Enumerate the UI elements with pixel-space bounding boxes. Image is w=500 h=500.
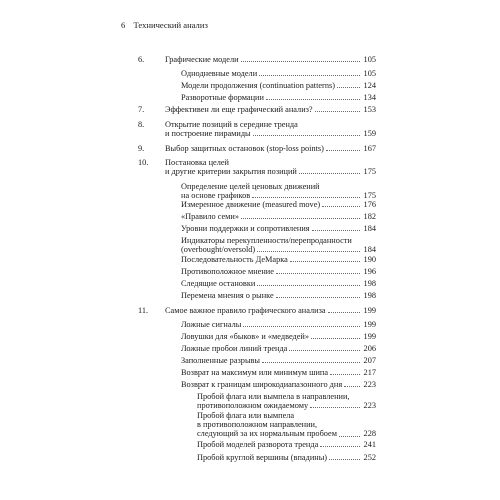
toc-entry-title: Пробой круглой вершины (впадины) bbox=[197, 453, 328, 462]
chapter-number: 6. bbox=[138, 55, 145, 64]
toc-entry-title: «Правило семи» bbox=[181, 212, 239, 221]
page-ref: 105 bbox=[363, 55, 376, 64]
toc-entry-title: Пробой флага или вымпела bbox=[197, 411, 295, 420]
dot-leader bbox=[241, 218, 360, 219]
toc-entry-title-cont: и построение пирамиды bbox=[165, 129, 251, 139]
header-title: Технический анализ bbox=[133, 20, 208, 30]
page-ref: 199 bbox=[363, 306, 376, 315]
page-ref: 207 bbox=[363, 356, 376, 365]
toc-entry-title: Однодневные модели bbox=[181, 69, 258, 78]
toc-entry-title: Следящие остановки bbox=[181, 279, 256, 288]
page-ref: 167 bbox=[363, 144, 376, 153]
dot-leader bbox=[289, 350, 360, 351]
page-ref: 198 bbox=[363, 291, 376, 300]
dot-leader bbox=[266, 99, 360, 100]
page-ref: 196 bbox=[363, 267, 376, 276]
toc-entry-title: Графические модели bbox=[165, 55, 239, 64]
page-ref: 199 bbox=[363, 320, 376, 329]
dot-leader bbox=[276, 273, 360, 274]
dot-leader bbox=[311, 338, 360, 339]
page-ref: 105 bbox=[363, 69, 376, 78]
toc-entry-title-cont: (overbought/oversold) bbox=[181, 245, 256, 255]
dot-leader bbox=[276, 297, 360, 298]
toc-entry-title: Индикаторы перекупленности/перепроданности bbox=[181, 236, 352, 245]
page-ref: 184 bbox=[363, 245, 376, 255]
dot-leader bbox=[241, 61, 360, 62]
page-ref: 153 bbox=[363, 105, 376, 114]
page-ref: 241 bbox=[363, 440, 376, 449]
dot-leader bbox=[330, 374, 360, 375]
toc-entry-title: Модели продолжения (continuation patterns) bbox=[181, 81, 335, 90]
toc-entry-title: Последовательность ДеМарка bbox=[181, 255, 288, 264]
toc-entry-title-cont: в противоположном направлении, bbox=[197, 420, 318, 430]
toc-entry-title: Перемена мнения о рынке bbox=[181, 291, 274, 300]
toc-entry-title-cont: на основе графиков bbox=[181, 191, 251, 201]
toc-entry-title: Определение целей ценовых движений bbox=[181, 182, 320, 191]
page-ref: 159 bbox=[363, 129, 376, 139]
page-ref: 228 bbox=[363, 429, 376, 439]
toc-entry-title: Измеренное движение (measured move) bbox=[181, 200, 321, 209]
page-ref: 217 bbox=[363, 368, 376, 377]
chapter-number: 10. bbox=[138, 158, 149, 167]
dot-leader bbox=[257, 251, 360, 252]
page-ref: 252 bbox=[363, 453, 376, 462]
dot-leader bbox=[337, 87, 360, 88]
page-ref: 198 bbox=[363, 279, 376, 288]
dot-leader bbox=[299, 173, 360, 174]
dot-leader bbox=[339, 436, 360, 437]
dot-leader bbox=[259, 75, 360, 76]
dot-leader bbox=[262, 362, 360, 363]
toc-entry-title: Открытие позиций в середине тренда bbox=[165, 120, 298, 129]
dot-leader bbox=[312, 230, 360, 231]
toc-entry-title: Самое важное правило графического анализа bbox=[165, 306, 326, 315]
page-ref: 124 bbox=[363, 81, 376, 90]
dot-leader bbox=[328, 312, 360, 313]
toc-entry-title: Пробой флага или вымпела в направлении, bbox=[197, 392, 350, 401]
page-ref: 175 bbox=[363, 191, 376, 201]
dot-leader bbox=[326, 150, 360, 151]
chapter-number: 8. bbox=[138, 120, 145, 129]
page-ref: 182 bbox=[363, 212, 376, 221]
dot-leader bbox=[290, 261, 360, 262]
page-ref: 223 bbox=[363, 380, 376, 389]
dot-leader bbox=[322, 206, 360, 207]
page-ref: 134 bbox=[363, 93, 376, 102]
dot-leader bbox=[320, 446, 360, 447]
toc-entry-title: Ложные сигналы bbox=[181, 320, 242, 329]
toc-entry-title: Заполненные разрывы bbox=[181, 356, 261, 365]
chapter-number: 9. bbox=[138, 144, 145, 153]
dot-leader bbox=[315, 111, 360, 112]
dot-leader bbox=[252, 197, 360, 198]
dot-leader bbox=[310, 407, 360, 408]
dot-leader bbox=[257, 285, 360, 286]
page-ref: 199 bbox=[363, 332, 376, 341]
toc-entry-title: Выбор защитных остановок (stop-loss points) bbox=[165, 144, 324, 153]
page-ref: 223 bbox=[363, 401, 376, 411]
toc-entry-title: Уровни поддержки и сопротивления bbox=[181, 224, 310, 233]
page-ref: 206 bbox=[363, 344, 376, 353]
toc-entry-title: Возврат на максимум или минимум шипа bbox=[181, 368, 329, 377]
dot-leader bbox=[243, 326, 360, 327]
dot-leader bbox=[253, 135, 360, 136]
toc-entry-title: Противоположное мнение bbox=[181, 267, 274, 276]
toc-entry-title: Пробой моделей разворота тренда bbox=[197, 440, 319, 449]
header-page-number: 6 bbox=[121, 20, 126, 30]
page-ref: 175 bbox=[363, 167, 376, 177]
chapter-number: 7. bbox=[138, 105, 145, 114]
dot-leader bbox=[344, 386, 360, 387]
toc-entry-title: Ловушки для «быков» и «медведей» bbox=[181, 332, 310, 341]
toc-entry-title: Ложные пробои линий тренда bbox=[181, 344, 288, 353]
toc-entry-title: Постановка целей bbox=[165, 158, 229, 167]
dot-leader bbox=[329, 459, 360, 460]
chapter-number: 11. bbox=[138, 306, 149, 315]
toc-entry-title-cont: следующий за их нормальным пробоем bbox=[197, 429, 337, 439]
page-ref: 190 bbox=[363, 255, 376, 264]
toc-entry-title-cont: и другие критерии закрытия позиций bbox=[165, 167, 297, 177]
page-ref: 176 bbox=[363, 200, 376, 209]
toc-entry-title: Возврат к границам широкодиапазонного дня bbox=[181, 380, 343, 389]
toc-entry-title: Эффективен ли еще графический анализ? bbox=[165, 105, 313, 114]
toc-entry-title: Разворотные формации bbox=[181, 93, 264, 102]
toc-entry-title-cont: противоположном ожидаемому bbox=[197, 401, 309, 411]
page-ref: 184 bbox=[363, 224, 376, 233]
